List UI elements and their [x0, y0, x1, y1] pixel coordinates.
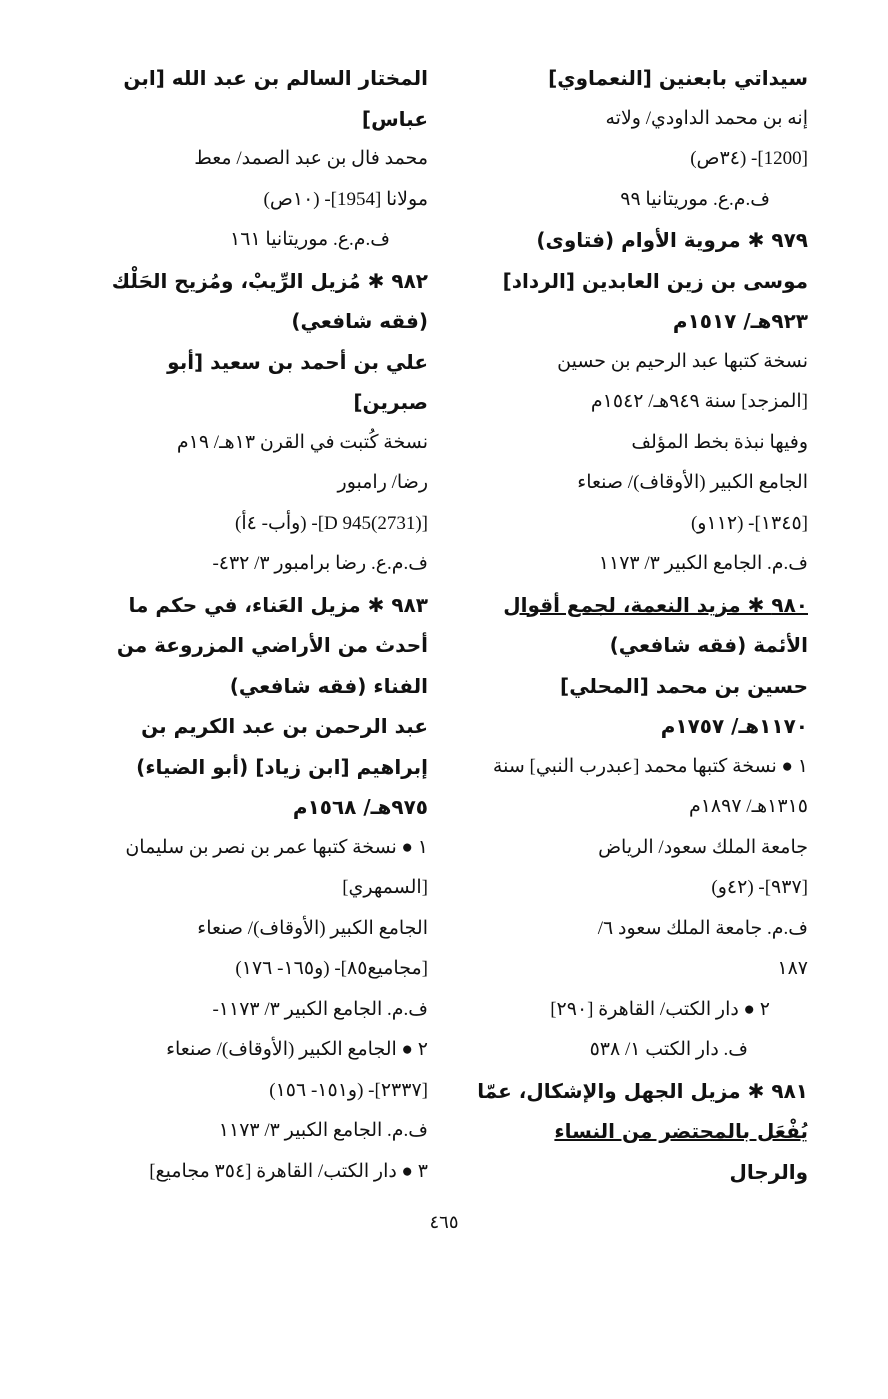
right-column-line: سيداتي بابعنين [النعماوي] — [548, 66, 808, 90]
left-column-line: ٣ ● دار الكتب/ القاهرة [٣٥٤ مجاميع] — [149, 1160, 428, 1182]
left-column-line: محمد فال بن عبد الصمد/ معط — [194, 148, 428, 169]
left-column-line: إبراهيم [ابن زياد] (أبو الضياء) — [136, 754, 428, 779]
page-number: ٤٦٥ — [429, 1212, 459, 1233]
left-column-line: [مجاميع٨٥]- (و١٦٥- ١٧٦) — [235, 958, 428, 979]
right-column-line: ف.م. الجامع الكبير ٣/ ١١٧٣ — [598, 553, 808, 574]
left-column-line: علي بن أحمد بن سعيد [أبو — [167, 349, 428, 374]
right-column-line: [١٣٤٥]- (١١٢و) — [690, 512, 808, 534]
right-column-line: نسخة كتبها عبد الرحيم بن حسين — [557, 350, 808, 372]
left-column-line: أحدث من الأراضي المزروعة من — [116, 633, 428, 657]
left-column-line: [٢٣٣٧]- (و١٥١- ١٥٦) — [269, 1079, 428, 1101]
left-column-line: الجامع الكبير (الأوقاف)/ صنعاء — [197, 917, 428, 939]
right-column-line: [المزجد] سنة ٩٤٩هـ/ ١٥٤٢م — [590, 391, 808, 412]
right-column-line: الجامع الكبير (الأوقاف)/ صنعاء — [577, 472, 808, 493]
left-column-line: [السمهري] — [342, 877, 428, 898]
left-column-line: صبرين] — [353, 390, 428, 414]
right-column-line: حسين بن محمد [المحلي] — [560, 673, 808, 698]
right-column-line: ف.م. جامعة الملك سعود ٦/ — [597, 917, 808, 939]
left-column-line: عبد الرحمن بن عبد الكريم بن — [141, 714, 428, 738]
left-column-line: ٩٧٥هـ/ ١٥٦٨م — [292, 795, 428, 819]
left-column-line: ف.م. الجامع الكبير ٣/ ١١٧٣- — [212, 998, 428, 1020]
left-column — [63, 58, 428, 1192]
left-column-line: ٩٨٢ ✱ مُزيل الرِّيبْ، ومُزيح الحَلْك — [111, 268, 428, 293]
left-column-line: الفناء (فقه شافعي) — [229, 673, 428, 698]
right-column-line: [1200]- (٣٤ص) — [690, 148, 808, 169]
right-column-line: جامعة الملك سعود/ الرياض — [598, 836, 808, 858]
right-column-line: ٩٢٣هـ/ ١٥١٧م — [672, 309, 808, 333]
right-column-line: الأئمة (فقه شافعي) — [609, 633, 808, 657]
right-column-line: موسى بن زين العابدين [الرداد] — [502, 268, 808, 293]
right-column-line: [٩٣٧]- (٤٢و) — [711, 877, 808, 898]
left-column-line: ف.م.ع. موريتانيا ١٦١ — [230, 229, 390, 250]
left-column-line: ف.م.ع. رضا برامبور ٣/ ٤٣٢- — [212, 553, 428, 574]
right-column-line: ١١٧٠هـ/ ١٧٥٧م — [660, 714, 808, 738]
right-column — [443, 58, 808, 1192]
left-column-line: نسخة كُتبت في القرن ١٣هـ/ ١٩م — [176, 431, 428, 453]
left-column-line: ٩٨٣ ✱ مزيل العَناء، في حكم ما — [128, 592, 428, 617]
right-column-line: إنه بن محمد الداودي/ ولاته — [605, 107, 808, 129]
right-column-line: ١ ● نسخة كتبها محمد [عبدرب النبي] سنة — [492, 755, 808, 777]
right-column-line: والرجال — [729, 1159, 808, 1184]
right-column-line: ٢ ● دار الكتب/ القاهرة [٢٩٠] — [550, 998, 770, 1020]
left-column-line: مولانا [1954]- (١٠ص) — [263, 188, 428, 210]
right-column-line: ١٨٧ — [777, 958, 808, 979]
left-column-line: رضا/ رامبور — [337, 472, 428, 493]
left-column-line: ف.م. الجامع الكبير ٣/ ١١٧٣ — [218, 1120, 428, 1141]
left-column-line: ١ ● نسخة كتبها عمر بن نصر بن سليمان — [125, 836, 428, 858]
right-column-line: ٩٨١ ✱ مزيل الجهل والإشكال، عمّا — [477, 1078, 808, 1103]
left-column-line: [D 945(2731)]- (وأب- ٤أ) — [235, 512, 428, 534]
right-column-line: يُفْعَل بالمحتضر من النساء — [554, 1119, 808, 1143]
right-column-line: ٩٧٩ ✱ مروية الأوام (فتاوى) — [536, 228, 808, 252]
left-column-line: ٢ ● الجامع الكبير (الأوقاف)/ صنعاء — [166, 1039, 428, 1060]
right-column-line: ف. دار الكتب ١/ ٥٣٨ — [589, 1039, 748, 1060]
left-column-line: عباس] — [361, 106, 428, 131]
right-column-line: ف.م.ع. موريتانيا ٩٩ — [620, 188, 770, 210]
left-column-line: (فقه شافعي) — [291, 309, 428, 333]
left-column-line: المختار السالم بن عبد الله [ابن — [123, 66, 428, 90]
right-column-line: ٩٨٠ ✱ مزيد النعمة، لجمع أقوال — [503, 592, 808, 617]
right-column-line: وفيها نبذة بخط المؤلف — [631, 431, 808, 453]
right-column-line: ١٣١٥هـ/ ١٨٩٧م — [688, 796, 808, 817]
